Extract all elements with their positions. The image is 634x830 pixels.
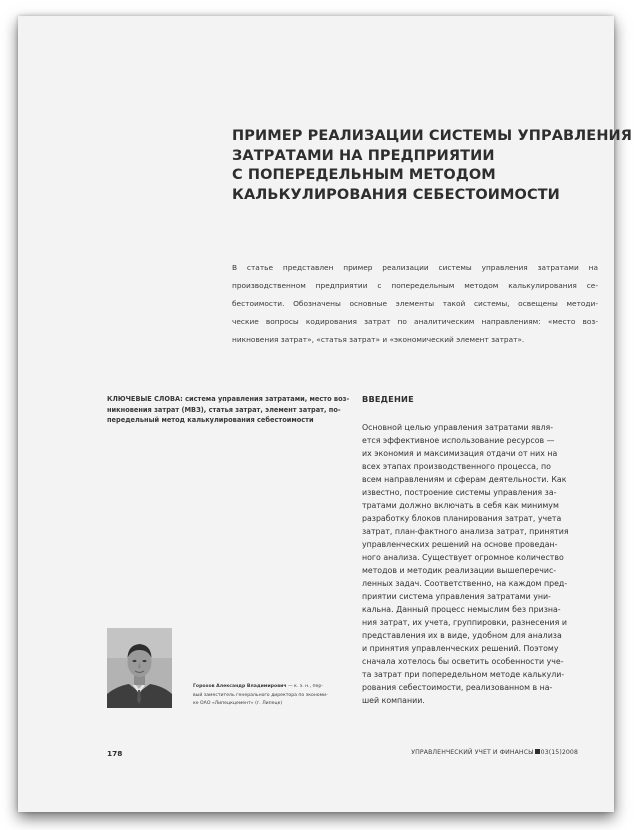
body-line: рования себестоимости, реализованном в на-	[362, 683, 553, 692]
journal-page	[18, 16, 633, 812]
abstract-line: производственном предприятии с попередельным методом калькулирования се-	[232, 281, 598, 290]
abstract-line: никновения затрат», «статья затрат» и «экономический элемент затрат».	[232, 335, 525, 344]
author-line: вый заместитель генерального директора по экономи-	[193, 692, 328, 698]
title-line: ЗАТРАТАМИ НА ПРЕДПРИЯТИИ	[232, 147, 495, 164]
abstract-line: В статье представлен пример реализации системы управления затратами на	[232, 263, 598, 272]
article-title	[232, 127, 633, 205]
body-text	[362, 421, 602, 707]
body-line: тратами должно включать в себя как минимум	[362, 501, 559, 510]
body-line: сначала хотелось бы осветить особенности уче-	[362, 657, 564, 666]
body-line: их экономия и максимизация отдачи от них на	[362, 449, 558, 458]
author-info	[193, 683, 343, 709]
body-line: Основной целью управления затратами явля-	[362, 423, 554, 432]
body-line: кальна. Данный процесс немыслим без призна-	[362, 605, 561, 614]
body-line: методов и методик реализации вышеперечис-	[362, 566, 557, 575]
body-line: шей компании.	[362, 696, 425, 705]
body-line: ного анализа. Существует огромное количество	[362, 553, 564, 562]
body-line: управленческих решений на основе проведан-	[362, 540, 558, 549]
keywords-line: никновения затрат (МВЗ), статья затрат, элемент затрат, по-	[107, 405, 341, 414]
body-line: приятии система управления затратами уни-	[362, 592, 551, 601]
abstract-line: бестоимости. Обозначены основные элементы такой системы, освещены методи-	[232, 299, 598, 308]
body-line: ленных задач. Соответственно, на каждом пред-	[362, 579, 568, 588]
body-line: известно, построение системы управления за-	[362, 488, 557, 497]
body-line: и принятия управленческих решений. Поэтому	[362, 644, 559, 653]
title-line: КАЛЬКУЛИРОВАНИЯ СЕБЕСТОИМОСТИ	[232, 186, 560, 203]
square-bullet-icon	[535, 749, 540, 754]
author-name: Горохов Александр Владимирович	[193, 684, 287, 689]
author-line: ке ОАО «Липецкцемент» (г. Липецк)	[193, 701, 283, 707]
author-line	[193, 683, 343, 692]
keywords-line: передельный метод калькулирования себестоимости	[107, 416, 314, 425]
page-number: 178	[107, 749, 123, 758]
journal-name: УПРАВЛЕНЧЕСКИЙ УЧЕТ И ФИНАНСЫ	[411, 749, 534, 756]
author-degree: — к. э. н., пер-	[286, 684, 323, 689]
body-line: представления их в виде, удобном для анализа	[362, 631, 562, 640]
body-line: ния затрат, их учета, группировки, разнесения и	[362, 618, 567, 627]
title-line: С ПОПЕРЕДЕЛЬНЫМ МЕТОДОМ	[232, 167, 496, 183]
abstract-line: ческие вопросы кодирования затрат по аналитическим направлениям: «место воз-	[232, 317, 598, 326]
body-line: разработку блоков планирования затрат, учета	[362, 514, 562, 523]
section-heading: ВВЕДЕНИЕ	[362, 394, 414, 404]
body-line: всем направлениям и сферам деятельности. Как	[362, 475, 567, 484]
keywords-line: КЛЮЧЕВЫЕ СЛОВА: система управления затратами, место воз-	[107, 395, 350, 403]
running-footer	[411, 749, 578, 756]
body-line: затрат, план-фактного анализа затрат, принятия	[362, 527, 569, 536]
body-line: ется эффективное использование ресурсов —	[362, 436, 555, 445]
keywords-block	[107, 394, 350, 426]
journal-issue: 03(15)2008	[540, 749, 578, 756]
body-line: та затрат при попередельном методе калькули-	[362, 670, 565, 679]
author-photo	[107, 628, 172, 708]
author-portrait-icon	[107, 628, 172, 708]
body-line: всех этапах производственного процесса, по	[362, 462, 551, 471]
title-line: ПРИМЕР РЕАЛИЗАЦИИ СИСТЕМЫ УПРАВЛЕНИЯ	[232, 128, 633, 144]
article-abstract	[232, 259, 598, 349]
